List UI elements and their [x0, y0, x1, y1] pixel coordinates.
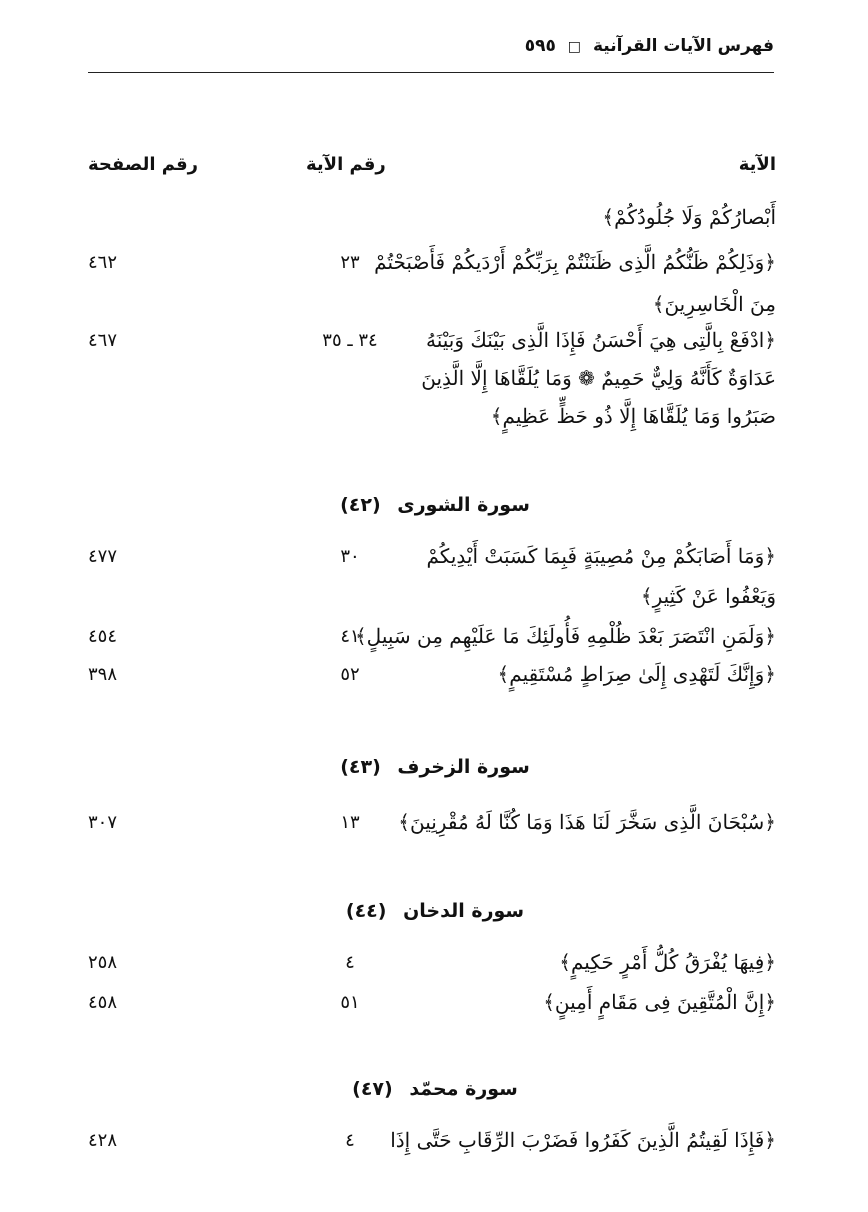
- page-number: ٤٦٢: [88, 252, 118, 273]
- verse-line: ﴿وَإِنَّكَ لَتَهْدِى إِلَىٰ صِرَاطٍ مُسْتَقِيمٍ﴾: [497, 662, 776, 686]
- surah-heading: [340, 1078, 530, 1100]
- ayah-number: ٣٤ ـ ٣٥: [322, 330, 378, 351]
- page-number: ٤٥٨: [88, 992, 118, 1013]
- verse-line: أَبْصارُكُمْ وَلَا جُلُودُكُمْ﴾: [602, 205, 776, 229]
- surah-name: سورة محمّد: [409, 1078, 518, 1100]
- page-number: ٢٥٨: [88, 952, 118, 973]
- ayah-number: ٥١: [340, 992, 360, 1013]
- surah-name: سورة الزخرف: [397, 756, 530, 778]
- verse-line: ﴿سُبْحَانَ الَّذِى سَخَّرَ لَنَا هَذَا وَمَا كُنَّا لَهُ مُقْرِنِينَ﴾: [398, 810, 776, 834]
- header-page-number: ٥٩٥: [524, 36, 556, 56]
- surah-heading: [340, 900, 530, 922]
- verse-line: ﴿إِنَّ الْمُتَّقِينَ فِى مَقَامٍ أَمِينٍ﴾: [543, 990, 776, 1014]
- header-separator: □: [567, 39, 582, 55]
- ayah-number: ٣٠: [340, 546, 360, 567]
- verse-line: ﴿فَإِذَا لَقِيتُمُ الَّذِينَ كَفَرُوا فَضَرْبَ الرِّقَابِ حَتَّى إِذَا: [390, 1128, 776, 1152]
- page-number: ٤٦٧: [88, 330, 118, 351]
- ayah-number: ٥٢: [340, 664, 360, 685]
- column-header-ayah: الآية: [738, 154, 776, 175]
- ayah-number: ٢٣: [340, 252, 360, 273]
- verse-line: ﴿وَلَمَنِ انْتَصَرَ بَعْدَ ظُلْمِهِ فَأُولَئِكَ مَا عَلَيْهِم مِن سَبِيلٍ﴾: [354, 624, 776, 648]
- surah-number: (٤٧): [352, 1078, 393, 1100]
- running-header: [88, 36, 774, 66]
- header-title: فهرس الآيات القرآنية: [592, 36, 774, 56]
- ayah-number: ٤: [345, 1130, 355, 1151]
- verse-line: عَدَاوَةٌ كَأَنَّهُ وَلِيٌّ حَمِيمٌ ❁ وَمَا يُلَقَّاهَا إِلَّا الَّذِينَ: [421, 366, 776, 390]
- surah-name: سورة الدخان: [403, 900, 525, 922]
- surah-number: (٤٢): [340, 494, 381, 516]
- page-number: ٤٢٨: [88, 1130, 118, 1151]
- page-number: ٤٧٧: [88, 546, 118, 567]
- ayah-number: ٤: [345, 952, 355, 973]
- page-number: ٣٩٨: [88, 664, 118, 685]
- verse-line: ﴿وَذَلِكُمْ ظَنُّكُمُ الَّذِى ظَنَنْتُمْ بِرَبِّكُمْ أَرْدَيكُمْ فَأَصْبَحْتُمْ: [374, 250, 776, 274]
- verse-line: ﴿فِيهَا يُفْرَقُ كُلُّ أَمْرٍ حَكِيمٍ﴾: [559, 950, 776, 974]
- column-header-page-number: رقم الصفحة: [88, 154, 199, 175]
- surah-heading: [340, 756, 530, 778]
- surah-number: (٤٤): [345, 900, 387, 922]
- surah-number: (٤٣): [340, 756, 381, 778]
- verse-line: ﴿ادْفَعْ بِالَّتِى هِيَ أَحْسَنُ فَإِذَا الَّذِى بَيْنَكَ وَبَيْنَهُ: [426, 328, 776, 352]
- ayah-number: ١٣: [340, 812, 360, 833]
- header-title-line: [525, 36, 774, 56]
- page-number: ٣٠٧: [88, 812, 118, 833]
- header-divider: [88, 72, 774, 73]
- verse-line: وَيَعْفُوا عَنْ كَثِيرٍ﴾: [640, 584, 776, 608]
- column-header-ayah-number: رقم الآية: [306, 154, 386, 175]
- page-number: ٤٥٤: [88, 626, 118, 647]
- verse-line: ﴿وَمَا أَصَابَكُمْ مِنْ مُصِيبَةٍ فَبِمَا كَسَبَتْ أَيْدِيكُمْ: [426, 544, 776, 568]
- surah-name: سورة الشورى: [397, 494, 530, 516]
- ayah-number: ٤١: [340, 626, 360, 647]
- verse-line: صَبَرُوا وَمَا يُلَقَّاهَا إِلَّا ذُو حَظٍّ عَظِيمٍ﴾: [490, 404, 776, 428]
- verse-line: مِنَ الْخَاسِرِينَ﴾: [652, 292, 776, 316]
- surah-heading: [340, 494, 530, 516]
